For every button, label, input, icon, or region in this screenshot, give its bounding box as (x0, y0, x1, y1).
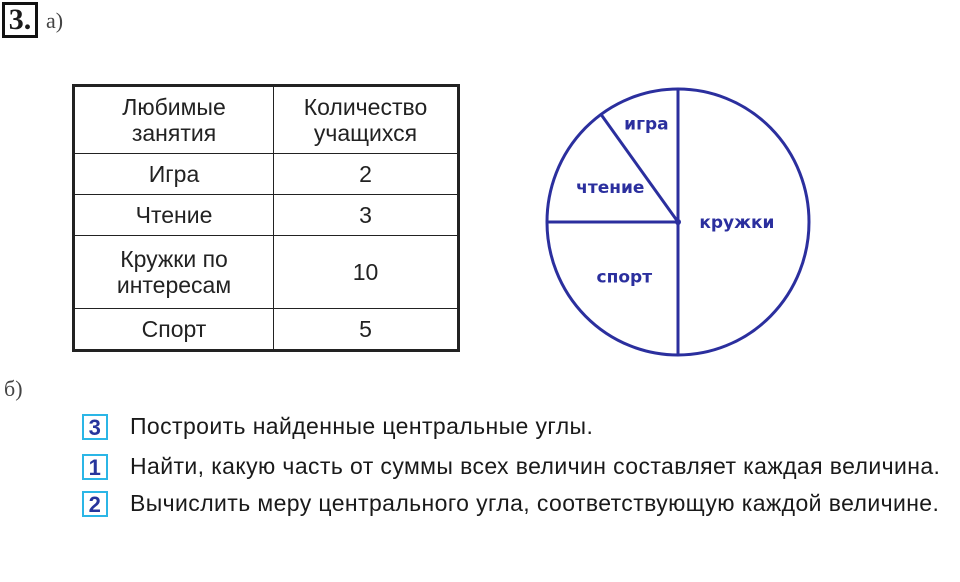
step-item (82, 489, 960, 518)
header-activity: Любимые занятия (74, 86, 274, 154)
count-cell: 3 (274, 195, 459, 236)
part-a-label: а) (46, 8, 64, 33)
activity-cell: Кружки по интересам (74, 236, 274, 309)
step-text: Вычислить меру центрального угла, соответствующую каждой величине. (130, 490, 940, 516)
count-cell: 2 (274, 154, 459, 195)
step-item (82, 452, 960, 481)
pie-chart (540, 84, 820, 360)
step-text: Найти, какую часть от суммы всех величин составляет каждая величина. (130, 453, 941, 479)
pie-label-игра: игра (624, 114, 669, 135)
table-row (74, 195, 459, 236)
table-row (74, 309, 459, 351)
step-text: Построить найденные центральные углы. (130, 413, 594, 439)
activity-cell: Чтение (74, 195, 274, 236)
step-number-badge: 1 (82, 454, 108, 480)
count-cell: 5 (274, 309, 459, 351)
count-cell: 10 (274, 236, 459, 309)
step-item (82, 412, 960, 441)
pie-label-спорт: спорт (596, 267, 653, 288)
activity-cell: Игра (74, 154, 274, 195)
table-header-row (74, 86, 459, 154)
table-row (74, 154, 459, 195)
hobbies-table (72, 84, 460, 352)
pie-label-кружки: кружки (699, 213, 775, 233)
header-count: Количество учащихся (274, 86, 459, 154)
step-number-badge: 2 (82, 491, 108, 517)
pie-center-dot (675, 219, 681, 225)
activity-cell: Спорт (74, 309, 274, 351)
table-row (74, 236, 459, 309)
task-number: 3. (2, 2, 38, 38)
pie-label-чтение: чтение (576, 178, 645, 198)
steps-list (82, 412, 960, 518)
step-number-badge: 3 (82, 414, 108, 440)
part-b-label: б) (4, 376, 23, 401)
